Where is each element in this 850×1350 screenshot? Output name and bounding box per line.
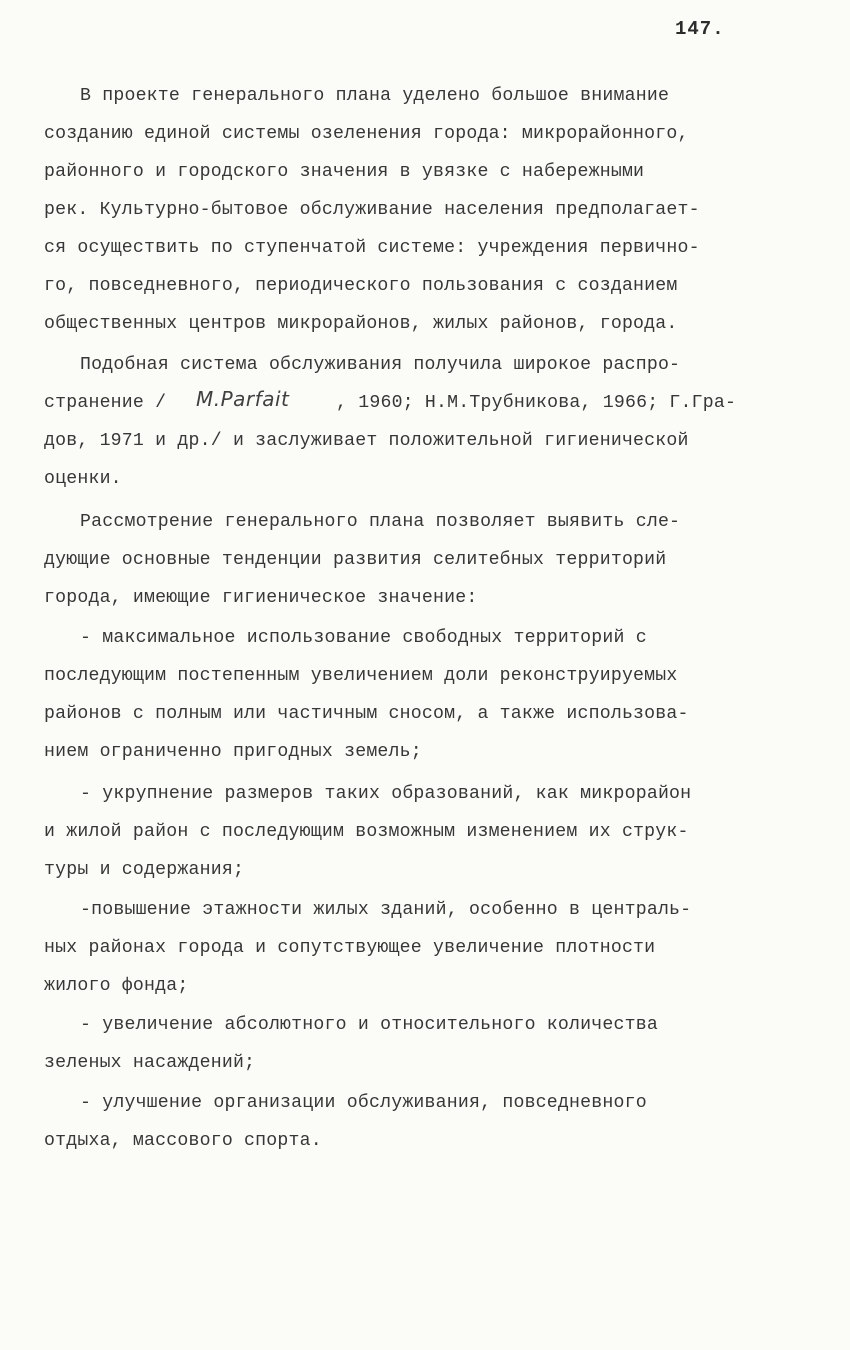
list-item: - увеличение абсолютного и относительного количества <box>80 1015 658 1035</box>
text-line: районов с полным или частичным сносом, а также использова- <box>44 704 689 724</box>
text-line: города, имеющие гигиеническое значение: <box>44 588 478 608</box>
text-line: дующие основные тенденции развития селитебных территорий <box>44 550 667 570</box>
text-line: Подобная система обслуживания получила широкое распро- <box>80 355 681 375</box>
list-item: - улучшение организации обслуживания, повседневного <box>80 1093 647 1113</box>
text-line: последующим постепенным увеличением доли реконструируемых <box>44 666 678 686</box>
list-item: - укрупнение размеров таких образований, как микрорайон <box>80 784 692 804</box>
page-number: 147. <box>675 18 725 40</box>
text-line: общественных центров микрорайонов, жилых районов, города. <box>44 314 678 334</box>
handwritten-author: M.Parfait <box>196 387 290 411</box>
text-line: рек. Культурно-бытовое обслуживание населения предполагает- <box>44 200 700 220</box>
text-line: В проекте генерального плана уделено большое внимание <box>80 86 670 106</box>
text-line: отдыха, массового спорта. <box>44 1131 322 1151</box>
text-line: , 1960; Н.М.Трубникова, 1966; Г.Гра- <box>336 393 737 413</box>
text-line: зеленых насаждений; <box>44 1053 256 1073</box>
list-item: -повышение этажности жилых зданий, особенно в централь- <box>80 900 692 920</box>
text-line: жилого фонда; <box>44 976 189 996</box>
text-line: оценки. <box>44 469 122 489</box>
list-item: - максимальное использование свободных территорий с <box>80 628 647 648</box>
text-line: го, повседневного, периодического пользования с созданием <box>44 276 678 296</box>
text-line: нием ограниченно пригодных земель; <box>44 742 422 762</box>
text-line: ся осуществить по ступенчатой системе: учреждения первично- <box>44 238 700 258</box>
text-line: созданию единой системы озеленения города: микрорайонного, <box>44 124 689 144</box>
text-line: туры и содержания; <box>44 860 245 880</box>
text-line: ных районах города и сопутствующее увеличение плотности <box>44 938 656 958</box>
text-line: странение / <box>44 393 167 413</box>
text-line: дов, 1971 и др./ и заслуживает положительной гигиенической <box>44 431 689 451</box>
text-line: районного и городского значения в увязке с набережными <box>44 162 645 182</box>
text-line: и жилой район с последующим возможным изменением их струк- <box>44 822 689 842</box>
text-line: Рассмотрение генерального плана позволяет выявить сле- <box>80 512 681 532</box>
